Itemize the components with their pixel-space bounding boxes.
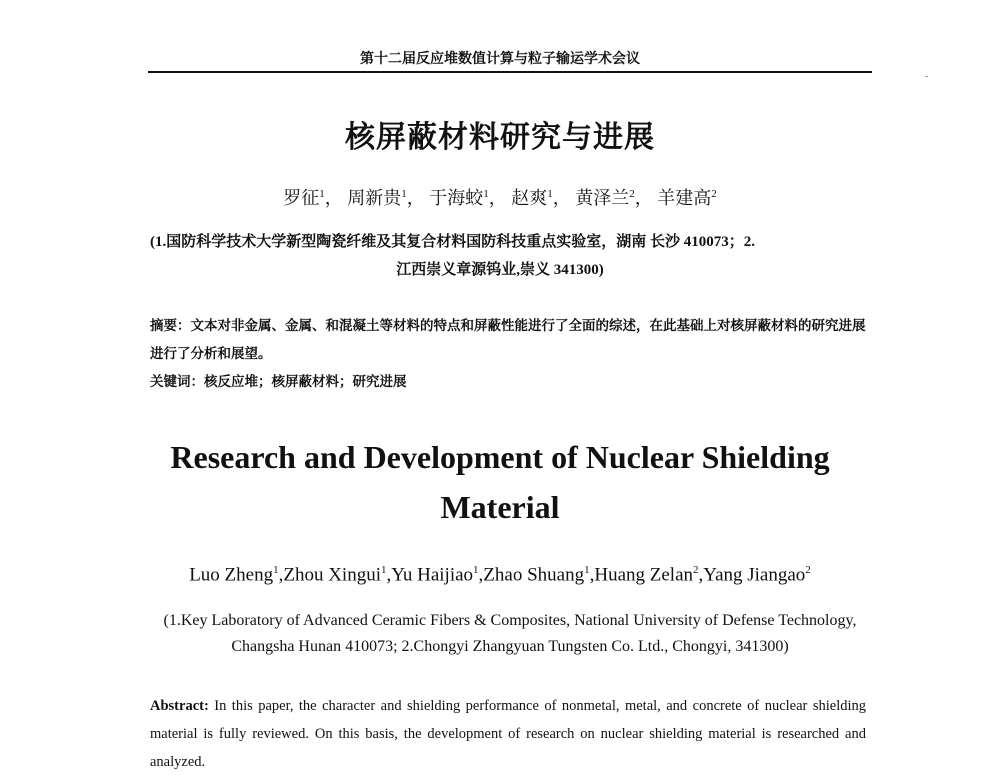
author-affiliation-mark: 1 <box>273 564 279 576</box>
en-title-line2: Material <box>440 489 560 525</box>
author-name: 黄泽兰 <box>575 188 630 208</box>
author-affiliation-mark: 2 <box>805 564 811 576</box>
cn-keywords-label: 关键词： <box>150 374 204 389</box>
author-name: Huang Zelan <box>594 564 693 586</box>
author-name: Luo Zheng <box>189 564 274 586</box>
author-name: Zhou Xingui <box>283 564 381 586</box>
author-affiliation-mark: 1 <box>473 564 479 576</box>
author-name: 羊建高 <box>657 188 712 208</box>
en-abstract-label: Abstract: <box>150 698 209 714</box>
cn-abstract <box>150 312 870 368</box>
running-header: 第十二届反应堆数值计算与粒子输运学术会议 <box>360 52 640 67</box>
author-name: 赵爽 <box>511 188 548 208</box>
author-affiliation-mark: 2 <box>693 564 699 576</box>
author-affiliation-mark: 1 <box>319 188 325 200</box>
cn-abstract-text: 文本对非金属、金属、和混凝土等材料的特点和屏蔽性能进行了全面的综述，在此基础上对核屏蔽材料的研究进展进行了分析和展望。 <box>150 318 866 361</box>
scan-artifact <box>925 76 928 77</box>
author-name: Zhao Shuang <box>483 564 585 586</box>
cn-keywords <box>150 368 870 396</box>
author-name: Yu Haijiao <box>391 564 474 586</box>
en-abstract-text: In this paper, the character and shielding performance of nonmetal, metal, and concrete of nuclear shielding material is fully reviewed. On this basis, the development of research on nuclear shielding material is researched and analyzed. <box>150 698 867 770</box>
en-title <box>0 432 1000 532</box>
author-affiliation-mark: 2 <box>629 188 635 200</box>
author-affiliation-mark: 1 <box>584 564 590 576</box>
author-affiliation-mark: 1 <box>483 188 489 200</box>
header-rule <box>148 71 872 73</box>
author-affiliation-mark: 1 <box>547 188 553 200</box>
author-name: 罗征 <box>283 188 320 208</box>
cn-authors: 罗征$^1$， 周新贵$^1$， 于海蛟$^1$， 赵爽$^1$， 黄泽兰$^2$， 羊建高$^2$ <box>283 188 717 208</box>
cn-affiliation-line2: 江西崇义章源钨业,崇义 341300) <box>396 262 604 278</box>
cn-title: 核屏蔽材料研究与进展 <box>345 121 655 154</box>
en-title-line1: Research and Development of Nuclear Shielding <box>170 439 830 475</box>
en-abstract <box>150 692 866 776</box>
author-affiliation-mark: 1 <box>381 564 387 576</box>
author-affiliation-mark: 1 <box>401 188 407 200</box>
cn-keywords-text: 核反应堆；核屏蔽材料；研究进展 <box>204 374 407 389</box>
author-affiliation-mark: 2 <box>711 188 717 200</box>
author-name: 于海蛟 <box>429 188 484 208</box>
cn-abstract-label: 摘要： <box>150 318 191 333</box>
cn-affiliation-line1: (1.国防科学技术大学新型陶瓷纤维及其复合材料国防科技重点实验室，湖南 长沙 410073；2. <box>150 234 755 250</box>
author-name: Yang Jiangao <box>703 564 806 586</box>
en-authors: Luo Zheng$^1$,Zhou Xingui$^1$,Yu Haijiao$^1$,Zhao Shuang$^1$,Huang Zelan$^2$,Yang Jiangao$^2$ <box>189 564 811 586</box>
en-affiliation: (1.Key Laboratory of Advanced Ceramic Fibers & Composites, National University of Defense Technology, Changsha Hunan 410073; 2.Chongyi Zhangyuan Tungsten Co. Ltd., Chongyi, 341300) <box>163 612 857 655</box>
author-name: 周新贵 <box>347 188 402 208</box>
